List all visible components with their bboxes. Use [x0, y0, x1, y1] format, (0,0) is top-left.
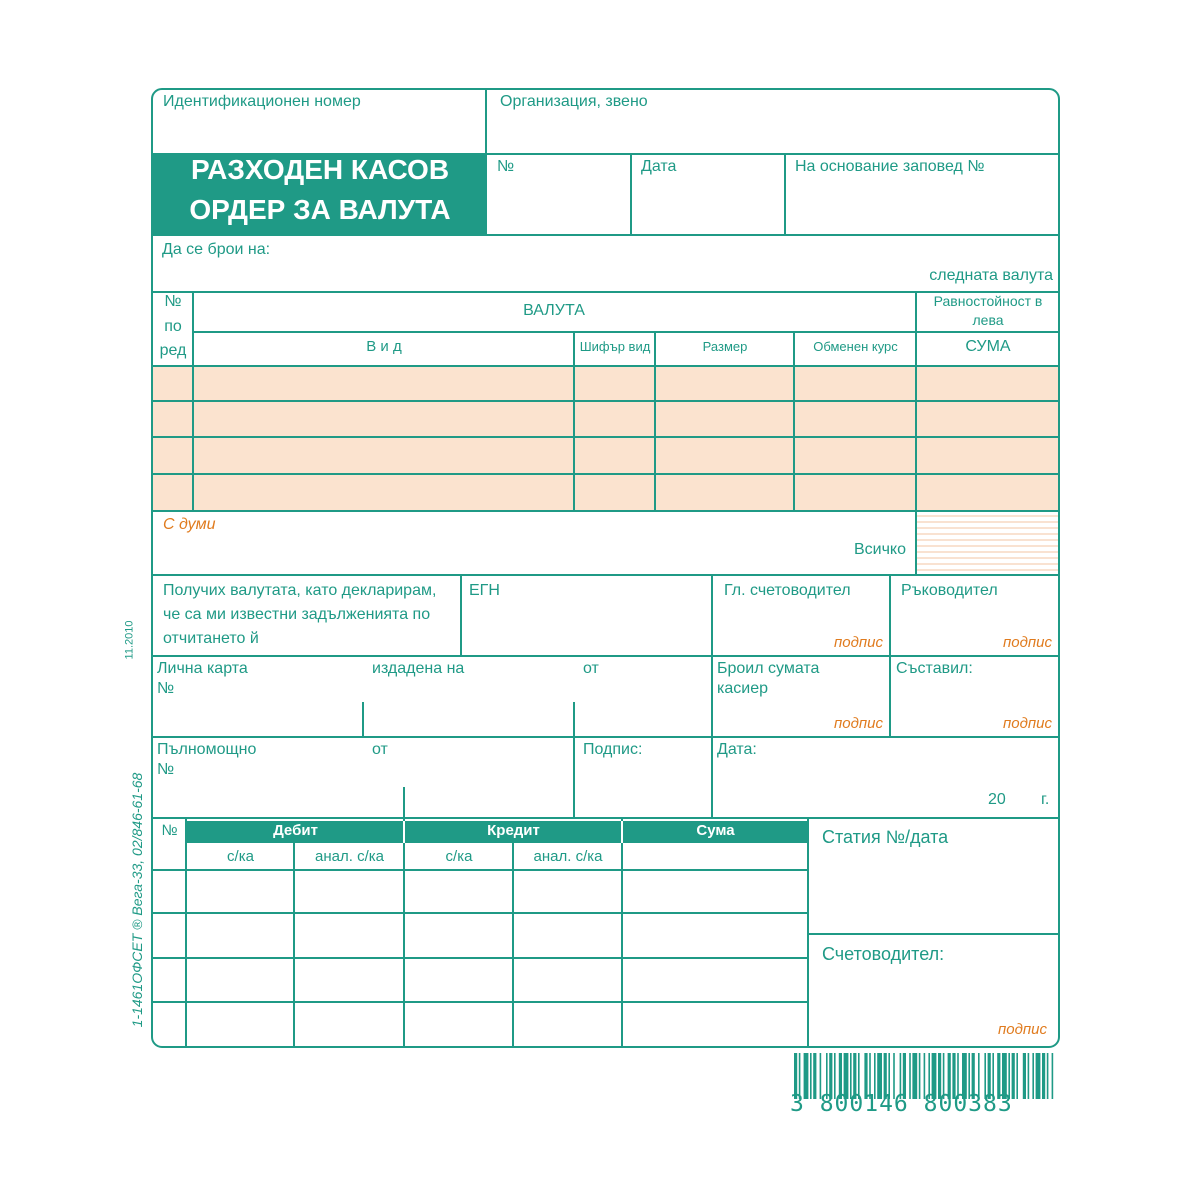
equivalent-label-2: лева	[972, 312, 1004, 328]
manager-signature: подпис	[1003, 634, 1052, 651]
row-no-label-1: №	[164, 293, 182, 310]
currency-group-header: ВАЛУТА	[523, 302, 585, 319]
equivalent-label-1: Равностойност в	[933, 293, 1043, 309]
credit-analytic-label: анал. с/ка	[533, 848, 603, 865]
column-exchange-rate: Обменен курс	[813, 339, 898, 354]
debit-header: Дебит	[273, 822, 318, 839]
signature-label: Подпис:	[583, 741, 643, 758]
form-title-line1: РАЗХОДЕН КАСОВ	[190, 154, 450, 185]
sum-header: Сума	[696, 822, 735, 839]
chief-accountant-label: Гл. счетоводител	[724, 582, 851, 599]
poa-from-label: от	[372, 741, 388, 758]
order-basis-label: На основание заповед №	[795, 158, 985, 175]
cashier-signature: подпис	[834, 715, 883, 732]
accounting-no-label: №	[161, 822, 178, 839]
order-number-label: №	[497, 158, 515, 175]
accountant-signature: подпис	[998, 1021, 1047, 1038]
manager-label: Ръководител	[901, 582, 998, 599]
cashier-label-2: касиер	[717, 680, 768, 697]
issued-from-label: от	[583, 660, 599, 677]
credit-header: Кредит	[487, 822, 540, 839]
id-number-label: Идентификационен номер	[163, 93, 361, 110]
article-label: Статия №/дата	[822, 827, 949, 847]
id-card-label-2: №	[157, 680, 175, 697]
barcode	[790, 1053, 1060, 1119]
issued-on-label: издадена на	[372, 660, 465, 677]
form-title-line2: ОРДЕР ЗА ВАЛУТА	[189, 194, 451, 225]
column-code: Шифър вид	[579, 339, 651, 354]
column-amount: Размер	[702, 339, 748, 354]
cashier-label-1: Броил сумата	[717, 660, 820, 677]
side-date-code: 11.2010	[123, 620, 136, 660]
column-sum: СУМА	[965, 338, 1011, 355]
compiled-label: Съставил:	[896, 660, 973, 677]
side-publisher: 1-1461ОФСЕТ ® Вега-33, 02/846-61-68	[128, 772, 145, 1028]
credit-account-label: с/ка	[445, 848, 473, 865]
debit-account-label: с/ка	[227, 848, 254, 865]
total-label: Всичко	[853, 541, 906, 558]
currency-note: следната валута	[929, 267, 1053, 284]
power-of-attorney-label-1: Пълномощно	[157, 741, 257, 758]
column-type: В и д	[366, 338, 402, 355]
year-suffix: г.	[1041, 791, 1050, 808]
barcode-digits: 3 800146 800383	[790, 1091, 1013, 1117]
row-no-label-2: по	[164, 318, 182, 335]
year-label: 20	[988, 791, 1006, 808]
accountant-label: Счетоводител:	[822, 944, 945, 964]
power-of-attorney-label-2: №	[157, 761, 175, 778]
egn-label: ЕГН	[469, 582, 500, 599]
declaration-line2: че са ми известни задълженията по	[163, 606, 431, 623]
order-date-label: Дата	[641, 158, 677, 175]
row-no-label-3: ред	[159, 342, 187, 359]
compiled-signature: подпис	[1003, 715, 1052, 732]
debit-analytic-label: анал. с/ка	[315, 848, 384, 865]
date-label: Дата:	[717, 741, 757, 758]
declaration-line1: Получих валутата, като декларирам,	[163, 582, 437, 599]
organization-label: Организация, звено	[500, 93, 648, 110]
pay-to-label: Да се брои на:	[162, 241, 271, 258]
id-card-label-1: Лична карта	[157, 660, 248, 677]
words-label: С думи	[163, 516, 216, 533]
chief-accountant-signature: подпис	[834, 634, 883, 651]
declaration-line3: отчитането й	[163, 630, 259, 647]
